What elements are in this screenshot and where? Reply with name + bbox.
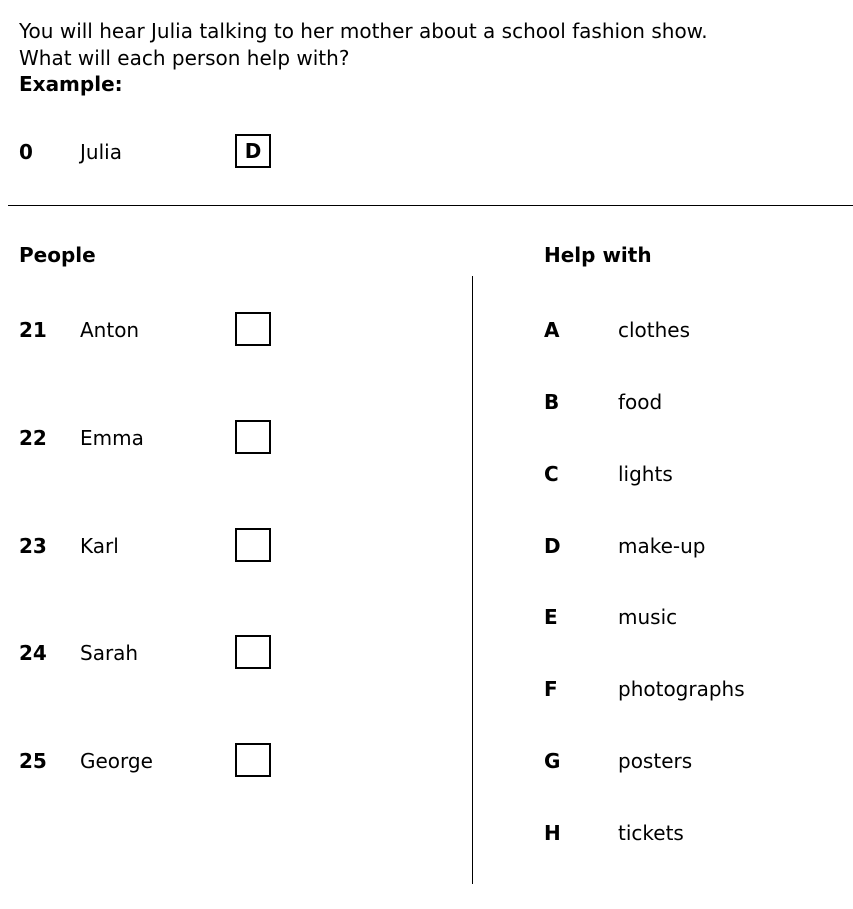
question-number: 25	[19, 749, 47, 773]
example-label: Example:	[19, 72, 123, 96]
option-letter: F	[544, 677, 558, 701]
question-number: 24	[19, 641, 47, 665]
option-letter: G	[544, 749, 561, 773]
answer-box-25[interactable]	[235, 743, 271, 777]
option-text: food	[618, 390, 663, 414]
person-name: Sarah	[80, 641, 139, 665]
option-text: posters	[618, 749, 693, 773]
option-text: tickets	[618, 821, 684, 845]
option-letter: C	[544, 462, 559, 486]
instruction-line-2: What will each person help with?	[19, 46, 350, 70]
help-with-heading: Help with	[544, 243, 652, 267]
answer-box-21[interactable]	[235, 312, 271, 346]
option-letter: H	[544, 821, 561, 845]
option-text: photographs	[618, 677, 745, 701]
answer-box-22[interactable]	[235, 420, 271, 454]
person-name: Emma	[80, 426, 144, 450]
option-letter: A	[544, 318, 560, 342]
question-number: 22	[19, 426, 47, 450]
person-name: Anton	[80, 318, 140, 342]
example-number: 0	[19, 140, 33, 164]
example-answer-box: D	[235, 134, 271, 168]
people-heading: People	[19, 243, 96, 267]
option-letter: B	[544, 390, 560, 414]
option-text: make-up	[618, 534, 706, 558]
option-text: lights	[618, 462, 673, 486]
answer-box-24[interactable]	[235, 635, 271, 669]
answer-box-23[interactable]	[235, 528, 271, 562]
example-name: Julia	[80, 140, 122, 164]
option-letter: D	[544, 534, 561, 558]
person-name: George	[80, 749, 153, 773]
option-letter: E	[544, 605, 558, 629]
column-divider	[472, 276, 473, 884]
instruction-line-1: You will hear Julia talking to her mother about a school fashion show.	[19, 19, 708, 43]
section-divider	[8, 205, 853, 206]
option-text: clothes	[618, 318, 691, 342]
question-number: 23	[19, 534, 47, 558]
person-name: Karl	[80, 534, 119, 558]
question-number: 21	[19, 318, 47, 342]
option-text: music	[618, 605, 678, 629]
